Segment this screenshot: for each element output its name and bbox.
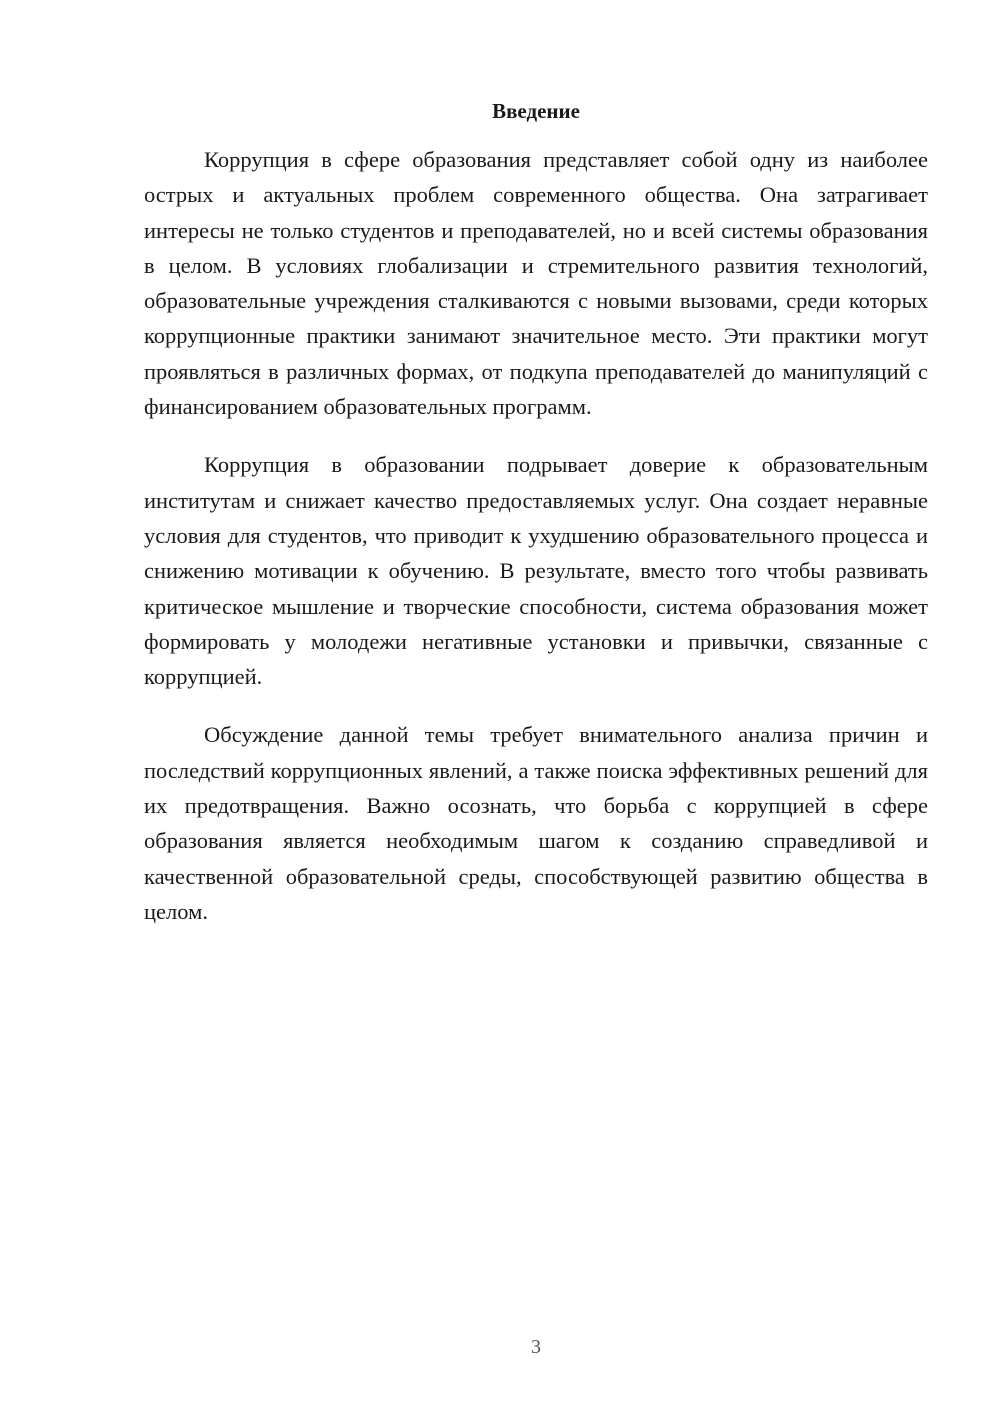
page-title: Введение: [492, 99, 580, 123]
page-number: 3: [531, 1336, 541, 1358]
paragraph-1: Коррупция в сфере образования представляет собой одну из наиболее острых и актуальных проблем современного общества. Она затрагивает интересы не только студентов и преподавателей, но и всей системы образования в целом. В условиях глобализации и стремительного развития технологий, образовательные учреждения сталкиваются с новыми вызовами, среди которых коррупционные практики занимают значительное место. Эти практики могут проявляться в различных формах, от подкупа преподавателей до манипуляций с финансированием образовательных программ.: [144, 147, 928, 420]
body-text: [144, 142, 928, 952]
paragraph-3: Обсуждение данной темы требует внимательного анализа причин и последствий коррупционных явлений, а также поиска эффективных решений для их предотвращения. Важно осознать, что борьба с коррупцией в сфере образования является необходимым шагом к созданию справедливой и качественной образовательной среды, способствующей развитию общества в целом.: [144, 722, 928, 924]
paragraph-2: Коррупция в образовании подрывает доверие к образовательным институтам и снижает качество предоставляемых услуг. Она создает неравные условия для студентов, что приводит к ухудшению образовательного процесса и снижению мотивации к обучению. В результате, вместо того чтобы развивать критическое мышление и творческие способности, система образования может формировать у молодежи негативные установки и привычки, связанные с коррупцией.: [144, 452, 928, 690]
